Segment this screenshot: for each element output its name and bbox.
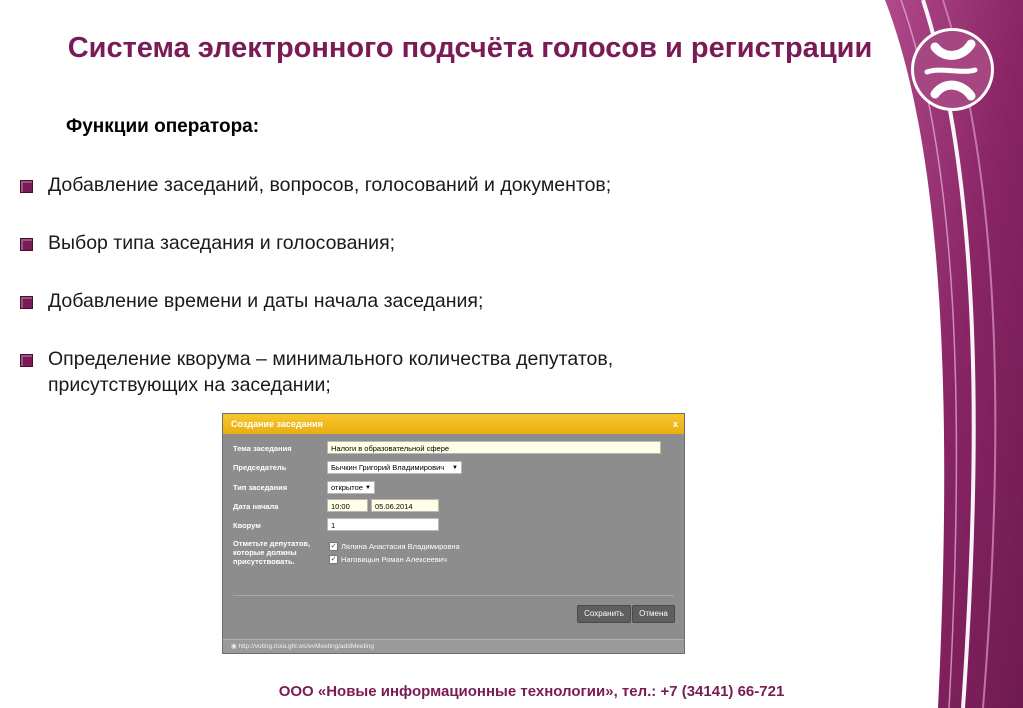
bullet-item xyxy=(20,346,748,398)
bullet-item xyxy=(20,288,820,314)
globe-icon: ◉ xyxy=(231,643,237,650)
deputies-label: Отметьте депутатов, которые должны присутствовать. xyxy=(233,539,311,566)
time-input[interactable]: 10:00 xyxy=(327,499,368,512)
save-button[interactable]: Сохранить xyxy=(577,605,631,623)
slide-subtitle: Функции оператора: xyxy=(66,116,260,137)
create-meeting-dialog xyxy=(222,413,685,654)
status-url: http://voting.riola.ghl.ws/evMeeting/addMeeting xyxy=(238,643,374,650)
date-label: Дата начала xyxy=(233,502,279,511)
chair-select[interactable] xyxy=(327,461,462,474)
deputy-name: Лялина Анастасия Владимировна xyxy=(341,542,460,551)
deputy-name: Наговицын Роман Алексеевич xyxy=(341,555,447,564)
browser-status-bar xyxy=(223,639,684,653)
dialog-divider xyxy=(233,595,674,596)
bullet-text: Выбор типа заседания и голосования; xyxy=(48,232,396,254)
dialog-header xyxy=(223,414,684,434)
bullet-marker-icon xyxy=(20,296,33,309)
bullet-text: Определение кворума – минимального количества депутатов, присутствующих на заседании; xyxy=(48,348,614,396)
type-label: Тип заседания xyxy=(233,483,288,492)
logo-icon xyxy=(905,22,1000,117)
bullet-text: Добавление времени и даты начала заседания; xyxy=(48,290,484,312)
quorum-label: Кворум xyxy=(233,521,261,530)
topic-label: Тема заседания xyxy=(233,444,292,453)
deputy-checkbox-item[interactable] xyxy=(329,542,460,552)
bullet-marker-icon xyxy=(20,354,33,367)
bullet-marker-icon xyxy=(20,238,33,251)
bullet-text: Добавление заседаний, вопросов, голосований и документов; xyxy=(48,174,612,196)
bullet-list xyxy=(20,172,820,430)
bullet-marker-icon xyxy=(20,180,33,193)
checkbox-checked-icon[interactable]: ✓ xyxy=(330,542,337,550)
close-icon[interactable]: x xyxy=(672,419,678,429)
deputy-checkbox-item[interactable] xyxy=(329,555,447,565)
slide-title: Система электронного подсчёта голосов и регистрации xyxy=(67,32,873,64)
type-select[interactable] xyxy=(327,481,375,494)
chevron-down-icon: ▼ xyxy=(365,485,371,491)
footer-contact: ООО «Новые информационные технологии», тел.: +7 (34141) 66-721 xyxy=(278,683,785,700)
chair-select-value: Бычкин Григорий Владимирович xyxy=(331,463,445,472)
chair-label: Председатель xyxy=(233,463,287,472)
date-input[interactable]: 05.06.2014 xyxy=(371,499,439,512)
quorum-input[interactable]: 1 xyxy=(327,518,439,531)
bullet-item xyxy=(20,230,820,256)
dialog-title: Создание заседания xyxy=(231,419,323,429)
cancel-button[interactable]: Отмена xyxy=(632,605,675,623)
topic-input[interactable]: Налоги в образовательной сфере xyxy=(327,441,661,454)
type-select-value: открытое xyxy=(331,483,363,492)
chevron-down-icon: ▼ xyxy=(452,465,458,471)
checkbox-checked-icon[interactable]: ✓ xyxy=(330,555,337,563)
bullet-item xyxy=(20,172,820,198)
